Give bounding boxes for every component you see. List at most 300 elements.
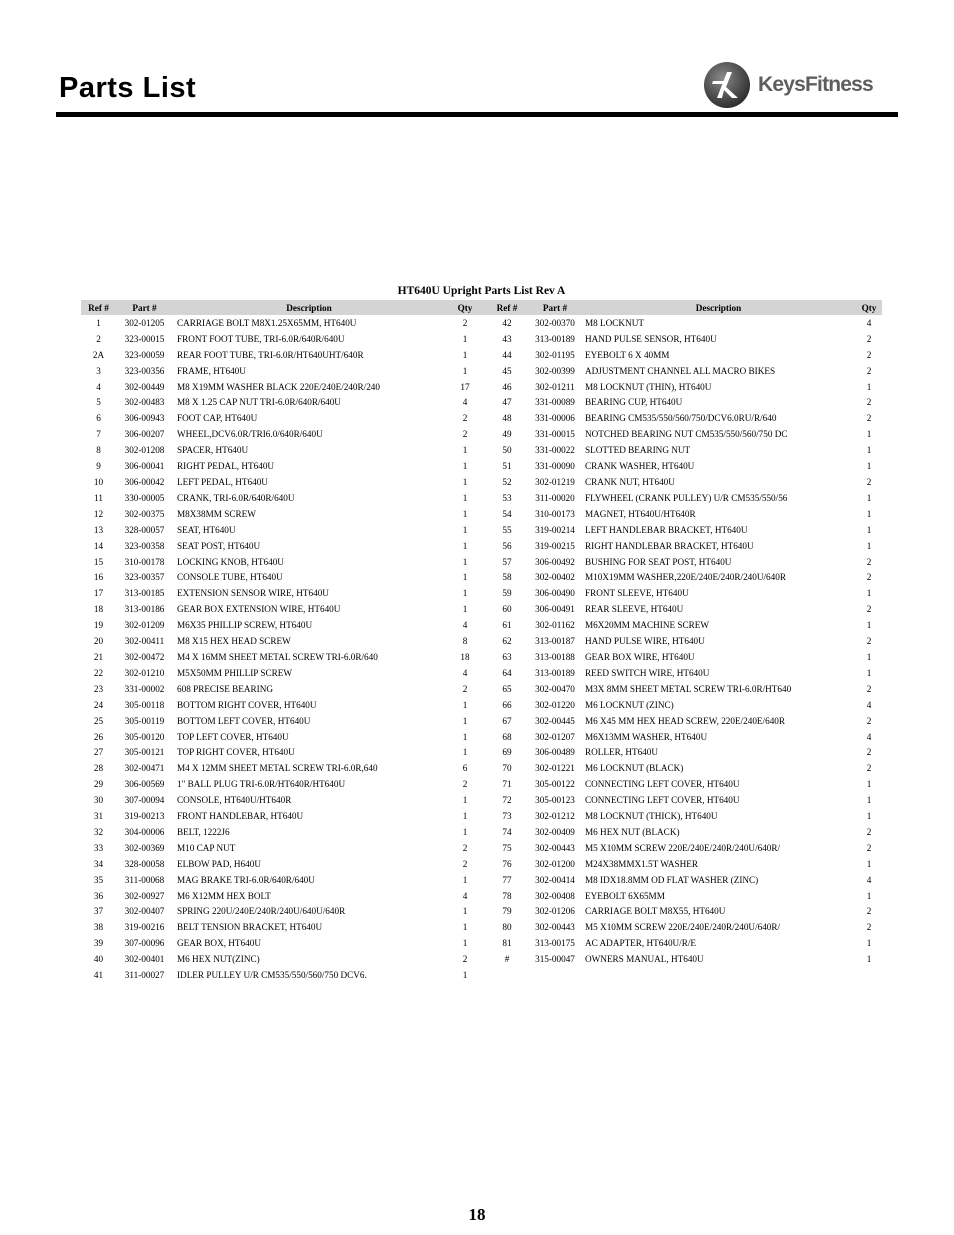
description-cell: TOP RIGHT COVER, HT640U	[177, 747, 295, 758]
part-number-cell: 328-00057	[124, 524, 165, 535]
ref-cell: 61	[502, 620, 512, 631]
qty-cell: 4	[866, 874, 872, 885]
description-cell: SPACER, HT640U	[177, 445, 249, 456]
column-header-description: Description	[173, 300, 445, 315]
part-number-cell: 331-00022	[535, 445, 575, 456]
table-row	[81, 554, 882, 570]
table-row	[81, 824, 882, 840]
part-number-cell: 306-00489	[535, 747, 575, 758]
description-cell: M8 LOCKNUT (THIN), HT640U	[585, 381, 712, 392]
qty-cell: 1	[462, 826, 468, 837]
description-cell: FRONT SLEEVE, HT640U	[585, 588, 689, 599]
qty-cell: 1	[866, 938, 872, 949]
qty-cell: 2	[866, 922, 872, 933]
ref-cell: 77	[502, 874, 512, 885]
qty-cell: 1	[462, 874, 468, 885]
description-cell: 1" BALL PLUG TRI-6.0R/HT640R/HT640U	[177, 779, 346, 790]
qty-cell: 1	[462, 572, 468, 583]
part-number-cell: 302-01207	[535, 731, 575, 742]
qty-cell: 1	[866, 779, 872, 790]
table-row	[81, 331, 882, 347]
description-cell: NOTCHED BEARING NUT CM535/550/560/750 DC	[585, 429, 788, 440]
table-row	[81, 410, 882, 426]
description-cell: M6X13MM WASHER, HT640U	[585, 731, 708, 742]
qty-cell: 4	[866, 699, 872, 710]
description-cell: CRANK, TRI-6.0R/640R/640U	[177, 492, 295, 503]
ref-cell: 8	[96, 445, 101, 456]
description-cell: CARRIAGE BOLT M8X1.25X65MM, HT640U	[177, 317, 357, 328]
qty-cell: 2	[866, 763, 872, 774]
qty-cell: 1	[462, 556, 468, 567]
description-cell: M6 HEX NUT(ZINC)	[177, 954, 260, 965]
table-row	[81, 729, 882, 745]
table-row	[81, 506, 882, 522]
ref-cell: 38	[93, 922, 104, 933]
part-number-cell: 302-00449	[124, 381, 165, 392]
column-header-part: Part #	[529, 300, 581, 315]
part-number-cell: 328-00058	[124, 858, 165, 869]
table-row	[81, 840, 882, 856]
qty-cell: 1	[462, 333, 468, 344]
qty-cell: 2	[462, 779, 468, 790]
table-row	[81, 474, 882, 490]
qty-cell: 1	[462, 540, 468, 551]
description-cell: AC ADAPTER, HT640U/R/E	[585, 938, 697, 949]
description-cell: FOOT CAP, HT640U	[177, 413, 258, 424]
qty-cell: 2	[866, 413, 872, 424]
ref-cell	[485, 967, 529, 983]
column-header-qty: Qty	[856, 300, 882, 315]
description-cell: M8 IDX18.8MM OD FLAT WASHER (ZINC)	[585, 874, 759, 885]
qty-cell: 1	[462, 604, 468, 615]
ref-cell: 50	[502, 445, 512, 456]
table-header-row	[81, 300, 882, 315]
description-cell: M3X 8MM SHEET METAL SCREW TRI-6.0R/HT640	[585, 683, 792, 694]
title-divider	[56, 112, 898, 117]
ref-cell: 43	[502, 333, 512, 344]
part-number-cell: 304-00006	[124, 826, 165, 837]
ref-cell: 60	[502, 604, 512, 615]
table-row	[81, 808, 882, 824]
part-number-cell: 323-00015	[124, 333, 165, 344]
part-number-cell: 306-00042	[124, 477, 165, 488]
ref-cell: 32	[93, 826, 104, 837]
qty-cell: 1	[462, 365, 468, 376]
ref-cell: 65	[502, 683, 512, 694]
part-number-cell: 302-01210	[124, 667, 165, 678]
qty-cell: 1	[866, 461, 872, 472]
part-number-cell: 302-00483	[124, 397, 165, 408]
ref-cell: 13	[93, 524, 104, 535]
table-row	[81, 538, 882, 554]
part-number-cell: 313-00189	[535, 333, 575, 344]
part-number-cell: 306-00490	[535, 588, 575, 599]
description-cell: M10X19MM WASHER,220E/240E/240R/240U/640R	[585, 572, 786, 583]
table-row	[81, 697, 882, 713]
part-number-cell: 307-00096	[124, 938, 165, 949]
description-cell: M5 X10MM SCREW 220E/240E/240R/240U/640R/	[585, 922, 781, 933]
table-row	[81, 792, 882, 808]
ref-cell: 41	[93, 970, 104, 981]
part-number-cell: 319-00215	[535, 540, 575, 551]
qty-cell: 2	[866, 604, 872, 615]
qty-cell: 2	[462, 954, 468, 965]
qty-cell: 1	[462, 508, 468, 519]
ref-cell: 19	[93, 620, 104, 631]
description-cell: WHEEL,DCV6.0R/TRI6.0/640R/640U	[177, 429, 323, 440]
part-number-cell: 331-00015	[535, 429, 575, 440]
description-cell: SEAT POST, HT640U	[177, 540, 261, 551]
ref-cell: 74	[502, 826, 512, 837]
description-cell: IDLER PULLEY U/R CM535/550/560/750 DCV6.	[177, 970, 367, 981]
qty-cell: 2	[866, 477, 872, 488]
part-number-cell: 305-00118	[124, 699, 165, 710]
parts-table-body	[81, 315, 882, 983]
description-cell: TOP LEFT COVER, HT640U	[177, 731, 289, 742]
qty-cell: 2	[462, 317, 468, 328]
description-cell	[581, 967, 856, 983]
qty-cell: 2	[462, 413, 468, 424]
part-number-cell: 305-00120	[124, 731, 165, 742]
table-row	[81, 872, 882, 888]
description-cell: M6X35 PHILLIP SCREW, HT640U	[177, 620, 313, 631]
qty-cell: 1	[866, 620, 872, 631]
table-row	[81, 570, 882, 586]
ref-cell: 22	[93, 667, 104, 678]
description-cell: M8X38MM SCREW	[177, 508, 256, 519]
ref-cell: 67	[502, 715, 512, 726]
qty-cell: 2	[866, 747, 872, 758]
part-number-cell: 311-00068	[124, 874, 165, 885]
qty-cell: 1	[866, 588, 872, 599]
ref-cell: 44	[502, 349, 512, 360]
description-cell: M8 X 1.25 CAP NUT TRI-6.0R/640R/640U	[177, 397, 341, 408]
part-number-cell: 302-00375	[124, 508, 165, 519]
part-number-cell: 305-00121	[124, 747, 165, 758]
brand-logo	[703, 58, 899, 112]
qty-cell: 1	[462, 747, 468, 758]
description-cell: BOTTOM LEFT COVER, HT640U	[177, 715, 311, 726]
table-row	[81, 490, 882, 506]
qty-cell: 2	[462, 429, 468, 440]
part-number-cell: 302-00408	[535, 890, 575, 901]
part-number-cell: 302-00471	[124, 763, 165, 774]
qty-cell: 1	[462, 970, 468, 981]
part-number-cell: 302-01205	[124, 317, 165, 328]
part-number-cell: 313-00189	[535, 667, 575, 678]
part-number-cell: 302-00402	[535, 572, 575, 583]
ref-cell: 62	[502, 636, 512, 647]
table-row	[81, 776, 882, 792]
ref-cell: 42	[502, 317, 512, 328]
description-cell: ELBOW PAD, H640U	[177, 858, 261, 869]
description-cell: MAGNET, HT640U/HT640R	[585, 508, 696, 519]
qty-cell: 4	[462, 667, 468, 678]
ref-cell: 30	[93, 795, 104, 806]
part-number-cell: 331-00006	[535, 413, 575, 424]
part-number-cell: 331-00002	[124, 683, 165, 694]
description-cell: MAG BRAKE TRI-6.0R/640R/640U	[177, 874, 315, 885]
qty-cell: 2	[866, 715, 872, 726]
description-cell: RIGHT HANDLEBAR BRACKET, HT640U	[585, 540, 754, 551]
part-number-cell: 306-00207	[124, 429, 165, 440]
qty-cell: 1	[462, 795, 468, 806]
part-number-cell: 302-01212	[535, 811, 575, 822]
ref-cell: 39	[93, 938, 104, 949]
ref-cell: 28	[93, 763, 104, 774]
qty-cell: 1	[462, 699, 468, 710]
ref-cell: 2A	[92, 349, 105, 360]
description-cell: REAR SLEEVE, HT640U	[585, 604, 684, 615]
part-number-cell: 302-00399	[535, 365, 575, 376]
part-number-cell: 302-00927	[124, 890, 165, 901]
ref-cell: 75	[502, 842, 512, 853]
qty-cell: 1	[866, 651, 872, 662]
ref-cell: 71	[502, 779, 512, 790]
qty-cell: 17	[460, 381, 470, 392]
part-number-cell: 302-00470	[535, 683, 575, 694]
ref-cell: 1	[96, 317, 101, 328]
description-cell: FRONT HANDLEBAR, HT640U	[177, 811, 304, 822]
ref-cell: 36	[93, 890, 104, 901]
ref-cell: 11	[94, 492, 103, 503]
column-header-qty: Qty	[445, 300, 485, 315]
qty-cell: 8	[462, 636, 468, 647]
ref-cell: 81	[502, 938, 512, 949]
ref-cell: 51	[502, 461, 512, 472]
qty-cell: 1	[462, 588, 468, 599]
part-number-cell: 323-00059	[124, 349, 165, 360]
part-number-cell: 306-00569	[124, 779, 165, 790]
table-row	[81, 760, 882, 776]
part-number-cell: 302-01211	[535, 381, 575, 392]
part-number-cell: 331-00089	[535, 397, 575, 408]
ref-cell: 72	[502, 795, 512, 806]
description-cell: OWNERS MANUAL, HT640U	[585, 954, 704, 965]
description-cell: M6 HEX NUT (BLACK)	[585, 826, 680, 837]
description-cell: M8 LOCKNUT	[585, 317, 644, 328]
ref-cell: 55	[502, 524, 512, 535]
ref-cell: 56	[502, 540, 512, 551]
qty-cell: 2	[462, 858, 468, 869]
qty-cell: 2	[462, 842, 468, 853]
qty-cell: 6	[462, 763, 468, 774]
ref-cell: 57	[502, 556, 512, 567]
ref-cell: 80	[502, 922, 512, 933]
ref-cell: 12	[93, 508, 104, 519]
part-number-cell: 306-00041	[124, 461, 165, 472]
description-cell: BOTTOM RIGHT COVER, HT640U	[177, 699, 317, 710]
part-number-cell: 306-00943	[124, 413, 165, 424]
qty-cell: 2	[866, 349, 872, 360]
description-cell: SPRING 220U/240E/240R/240U/640U/640R	[177, 906, 346, 917]
description-cell: 608 PRECISE BEARING	[177, 683, 273, 694]
ref-cell: 4	[96, 381, 101, 392]
part-number-cell	[529, 967, 581, 983]
table-row	[81, 617, 882, 633]
ref-cell: 47	[502, 397, 512, 408]
parts-table	[81, 300, 882, 983]
part-number-cell: 319-00214	[535, 524, 575, 535]
description-cell: ROLLER, HT640U	[585, 747, 658, 758]
qty-cell: 18	[460, 651, 470, 662]
part-number-cell: 305-00119	[124, 715, 165, 726]
description-cell: CONSOLE TUBE, HT640U	[177, 572, 283, 583]
part-number-cell: 319-00213	[124, 811, 165, 822]
part-number-cell: 302-00443	[535, 842, 575, 853]
qty-cell: 1	[462, 524, 468, 535]
part-number-cell: 302-00472	[124, 651, 165, 662]
qty-cell: 1	[866, 429, 872, 440]
part-number-cell: 302-00409	[535, 826, 575, 837]
description-cell: SEAT, HT640U	[177, 524, 236, 535]
description-cell: RIGHT PEDAL, HT640U	[177, 461, 275, 472]
ref-cell: 20	[93, 636, 104, 647]
table-row	[81, 585, 882, 601]
qty-cell: 1	[462, 811, 468, 822]
table-row	[81, 601, 882, 617]
ref-cell: 5	[96, 397, 101, 408]
description-cell: SLOTTED BEARING NUT	[585, 445, 691, 456]
part-number-cell: 305-00123	[535, 795, 575, 806]
qty-cell: 2	[866, 842, 872, 853]
keys-fitness-logo-icon	[703, 61, 751, 109]
qty-cell: 1	[866, 811, 872, 822]
description-cell: HAND PULSE WIRE, HT640U	[585, 636, 705, 647]
qty-cell: 2	[866, 683, 872, 694]
table-title: HT640U Upright Parts List Rev A	[397, 285, 566, 297]
qty-cell: 1	[866, 858, 872, 869]
part-number-cell: 302-01219	[535, 477, 575, 488]
part-number-cell: 302-00445	[535, 715, 575, 726]
ref-cell: 40	[93, 954, 104, 965]
ref-cell: 53	[502, 492, 512, 503]
ref-cell: 46	[502, 381, 512, 392]
description-cell: CONNECTING LEFT COVER, HT640U	[585, 779, 740, 790]
description-cell: HAND PULSE SENSOR, HT640U	[585, 333, 717, 344]
description-cell: M6 X45 MM HEX HEAD SCREW, 220E/240E/640R	[585, 715, 786, 726]
table-row	[81, 951, 882, 967]
qty-cell: 1	[866, 540, 872, 551]
qty-cell: 4	[462, 890, 468, 901]
ref-cell: 26	[93, 731, 104, 742]
ref-cell: 29	[93, 779, 104, 790]
qty-cell: 1	[866, 381, 872, 392]
description-cell: FRAME, HT640U	[177, 365, 246, 376]
ref-cell: 2	[96, 333, 101, 344]
ref-cell: 69	[502, 747, 512, 758]
description-cell: CONSOLE, HT640U/HT640R	[177, 795, 292, 806]
ref-cell: 49	[502, 429, 512, 440]
table-row	[81, 888, 882, 904]
part-number-cell: 302-01208	[124, 445, 165, 456]
ref-cell: 63	[502, 651, 512, 662]
table-row	[81, 856, 882, 872]
description-cell: M8 LOCKNUT (THICK), HT640U	[585, 811, 718, 822]
part-number-cell: 306-00492	[535, 556, 575, 567]
table-row	[81, 379, 882, 395]
ref-cell: 31	[93, 811, 104, 822]
ref-cell: 18	[93, 604, 104, 615]
ref-cell: 48	[502, 413, 512, 424]
column-header-ref: Ref #	[81, 300, 116, 315]
part-number-cell: 307-00094	[124, 795, 165, 806]
part-number-cell: 313-00175	[535, 938, 575, 949]
description-cell: M6 LOCKNUT (ZINC)	[585, 699, 674, 710]
part-number-cell: 302-00414	[535, 874, 575, 885]
description-cell: LEFT PEDAL, HT640U	[177, 477, 268, 488]
column-header-part: Part #	[116, 300, 173, 315]
part-number-cell: 302-00370	[535, 317, 575, 328]
table-row	[81, 347, 882, 363]
description-cell: M8 X15 HEX HEAD SCREW	[177, 636, 291, 647]
part-number-cell: 302-00443	[535, 922, 575, 933]
qty-cell: 1	[866, 795, 872, 806]
ref-cell: 78	[502, 890, 512, 901]
qty-cell: 2	[866, 365, 872, 376]
part-number-cell: 323-00356	[124, 365, 165, 376]
ref-cell: 9	[96, 461, 101, 472]
ref-cell: 79	[502, 906, 512, 917]
qty-cell: 1	[462, 922, 468, 933]
part-number-cell: 331-00090	[535, 461, 575, 472]
ref-cell: 33	[93, 842, 104, 853]
qty-cell: 1	[462, 461, 468, 472]
ref-cell: 34	[93, 858, 104, 869]
ref-cell: 21	[93, 651, 104, 662]
qty-cell: 4	[866, 317, 872, 328]
description-cell: BELT, 1222J6	[177, 826, 230, 837]
part-number-cell: 302-01200	[535, 858, 575, 869]
description-cell: M4 X 12MM SHEET METAL SCREW TRI-6.0R,640	[177, 763, 378, 774]
part-number-cell: 302-01195	[535, 349, 575, 360]
page-number: 18	[468, 1205, 486, 1224]
qty-cell: 1	[462, 938, 468, 949]
table-row	[81, 442, 882, 458]
part-number-cell: 310-00178	[124, 556, 165, 567]
ref-cell: 66	[502, 699, 512, 710]
description-cell: ADJUSTMENT CHANNEL ALL MACRO BIKES	[585, 365, 776, 376]
ref-cell: 37	[93, 906, 104, 917]
description-cell: M6 LOCKNUT (BLACK)	[585, 763, 684, 774]
table-row	[81, 458, 882, 474]
qty-cell: 2	[866, 636, 872, 647]
description-cell: EYEBOLT 6 X 40MM	[585, 349, 670, 360]
description-cell: REAR FOOT TUBE, TRI-6.0R/HT640UHT/640R	[177, 349, 364, 360]
qty-cell: 2	[866, 556, 872, 567]
qty-cell: 1	[462, 445, 468, 456]
ref-cell: 24	[93, 699, 104, 710]
part-number-cell: 305-00122	[535, 779, 575, 790]
table-row	[81, 649, 882, 665]
description-cell: GEAR BOX EXTENSION WIRE, HT640U	[177, 604, 341, 615]
ref-cell: 64	[502, 667, 512, 678]
table-row	[81, 935, 882, 951]
ref-cell: 70	[502, 763, 512, 774]
part-number-cell: 311-00020	[535, 492, 575, 503]
column-header-description: Description	[581, 300, 856, 315]
table-row	[81, 522, 882, 538]
page-title: Parts List	[59, 72, 197, 104]
part-number-cell: 302-00401	[124, 954, 165, 965]
description-cell: LEFT HANDLEBAR BRACKET, HT640U	[585, 524, 748, 535]
ref-cell: 10	[93, 477, 104, 488]
table-row	[81, 967, 882, 983]
description-cell: GEAR BOX WIRE, HT640U	[585, 651, 695, 662]
qty-cell: 1	[462, 906, 468, 917]
ref-cell: 52	[502, 477, 512, 488]
table-row	[81, 904, 882, 920]
